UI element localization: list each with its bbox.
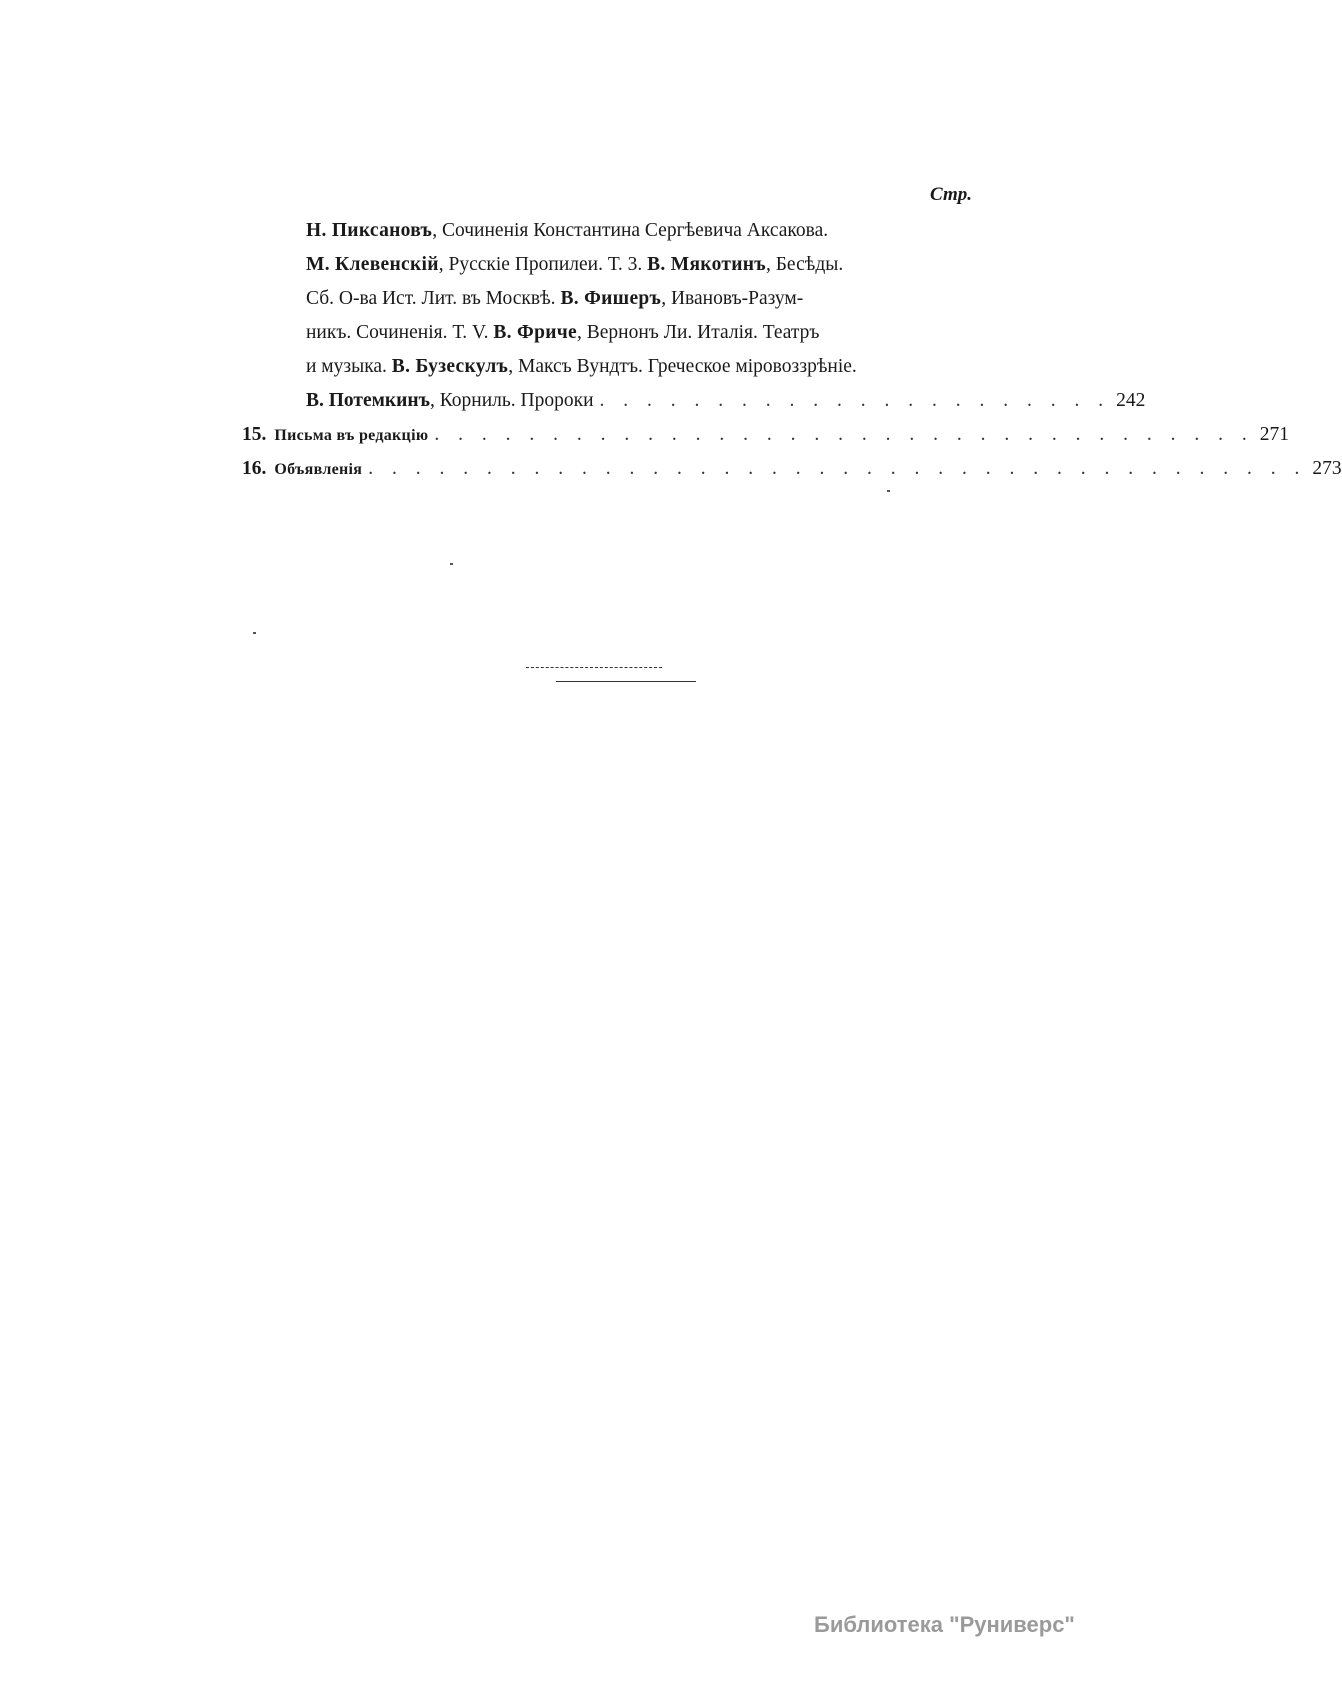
review-text: никъ. Сочиненія. Т. V. — [306, 322, 494, 343]
toc-entry-reviews-end — [306, 384, 1146, 418]
toc-entry-number: 16. — [242, 458, 267, 479]
review-line-1 — [306, 214, 981, 248]
review-line-5 — [306, 350, 981, 384]
decorative-rule-dashed — [526, 667, 662, 668]
review-text: , Вернонъ Ли. Италія. Театръ — [577, 322, 820, 343]
print-speck — [887, 490, 890, 492]
review-author: В. Мякотинъ — [647, 254, 766, 275]
review-author: В. Бузескулъ — [391, 356, 509, 377]
page-column-header: Стр. — [930, 184, 972, 205]
print-speck — [450, 563, 453, 565]
toc-page-number: 271 — [1259, 424, 1289, 445]
print-speck — [253, 632, 256, 634]
review-author: М. Клевенскій — [306, 254, 439, 275]
toc-entry-title-text: , Корниль. Пророки — [430, 390, 594, 411]
toc-entry-title — [242, 452, 362, 487]
review-text: , Ивановъ-Разум- — [661, 288, 804, 309]
toc-entry-16 — [242, 452, 1342, 486]
review-text: , Сочиненія Константина Сергѣевича Аксакова. — [432, 220, 829, 241]
review-text: , Максъ Вундтъ. Греческое міровоззрѣніе. — [508, 356, 857, 377]
reviews-paragraph — [306, 214, 981, 384]
toc-leader-dots: . . . . . . . . . . . . . . . . . . . . . . . . . . . . . . . . . . . . . . . . — [368, 458, 1307, 479]
toc-entry-number: 15. — [242, 424, 267, 445]
toc-page-number: 273 — [1312, 458, 1342, 479]
review-line-2 — [306, 248, 981, 282]
review-text: , Русскіе Пропилеи. Т. 3. — [438, 254, 648, 275]
toc-leader-dots: . . . . . . . . . . . . . . . . . . . . . . — [599, 390, 1111, 411]
review-line-4 — [306, 316, 981, 350]
toc-leader-dots: . . . . . . . . . . . . . . . . . . . . . . . . . . . . . . . . . . . — [434, 424, 1254, 445]
toc-entry-title — [306, 384, 594, 418]
library-watermark: Библиотека "Руниверс" — [814, 1612, 1075, 1637]
review-text: Сб. О-ва Ист. Лит. въ Москвѣ. — [306, 288, 561, 309]
toc-entry-title-text: Письма въ редакцію — [274, 427, 429, 444]
decorative-rule-solid — [556, 681, 696, 682]
toc-entry-15 — [242, 418, 1289, 452]
toc-entry-author: В. Потемкинъ — [306, 390, 431, 411]
toc-page-number: 242 — [1116, 390, 1146, 411]
review-text: и музыка. — [306, 356, 392, 377]
review-line-3 — [306, 282, 981, 316]
toc-entry-title-text: Объявленія — [274, 461, 363, 478]
toc-entry-title — [242, 418, 428, 453]
review-author: В. Фриче — [493, 322, 578, 343]
review-author: Н. Пиксановъ — [306, 220, 433, 241]
review-author: В. Фишеръ — [560, 288, 662, 309]
review-text: , Бесѣды. — [765, 254, 844, 275]
